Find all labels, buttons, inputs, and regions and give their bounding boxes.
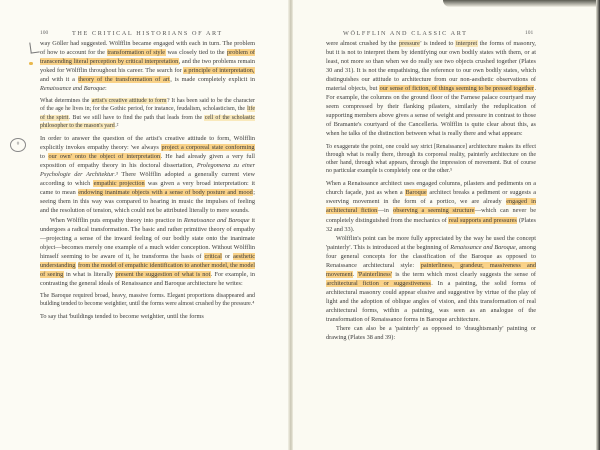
page-number: 100 (40, 30, 49, 36)
highlight: endowing inanimate objects with a sense of body posture and mood (78, 189, 253, 197)
scan-right-edge (596, 0, 600, 450)
highlight: engaged in architectural fiction (326, 198, 536, 215)
highlight: empathic projection (93, 180, 145, 188)
highlight: interpret (455, 40, 478, 47)
scan-shadow (443, 0, 600, 7)
highlight: architectural fiction or suggestiveness (326, 279, 431, 287)
highlight: 'Painterliness' (357, 270, 392, 278)
highlight: pressure (399, 40, 420, 47)
margin-highlight-mark (29, 62, 33, 65)
right-page-text (326, 39, 536, 342)
page-number: 101 (525, 30, 534, 36)
highlight: observing a seeming structure (393, 207, 475, 215)
paragraph: were almost crushed by the pressure' is indeed to interpret the forms of masonry, but it is not to interpret them by identifying our own bodily states with them, or at least, not more so than when we do really see two objects crushed together (Plates 30 and 31). It is not the empathising, the reference to our own bodily states, which distinguishes our attitude to architecture from our non-aesthetic observations of material objects, but our sense of fiction, of things seeming to be pressed together. For example, the columns on the ground floor of the Farnese palace courtyard may seem compressed by their flanking pilasters, similarly the reduplication of supporting members above gives a sense of weight and pressure in contrast to those of Bramante's courtyard of the Cancelleria. Wölfflin is quite clear about this, as when he talks of the distinction between what is really there and what appears: (326, 40, 536, 138)
paragraph: There can also be a 'painterly' as opposed to 'draughtsmanly' painting or drawing (Plates 38 and 39): (326, 325, 536, 342)
highlight: project a corporeal state conforming (161, 144, 255, 152)
margin-circled-note: # (10, 138, 26, 152)
block-quote: What determines the artist's creative attitude to form? It has been said to be the character of the age he lives in; for the Gothic period, for instance, feudalism, scholasticism, the life of the spirit. But we still have to find the path that leads from the cell of the scholastic philosopher to the mason's yard.² (40, 98, 255, 129)
highlight: our sense of fiction, of things seeming to be pressed together (379, 85, 534, 93)
right-page (293, 0, 596, 450)
paragraph: To say that 'buildings tended to become weightier, until the forms (40, 313, 204, 321)
block-quote: The Baroque required broad, heavy, massive forms. Elegant proportions disappeared and building tended to become weightier, until the forms were almost crushed by the pressure.⁴ (40, 292, 255, 308)
paragraph: Wölfflin's point can be more fully appreciated by the way he used the concept 'painterly'. This is introduced at the beginning of Renaissance and Baroque, among four general concepts for the classification of the Baroque as opposed to Renaissance architectural style: painterliness, grandeur, massiveness and movement. 'Painterliness' is the term which most clearly suggests the sense of architectural fiction or suggestiveness. In a painting, the solid forms of architectural masonry could appear elusive and suggestive by virtue of the play of light and the adoption of oblique angles of vision, and this transformation of real architectural forms, within a painting, was seen as an analogue of the transformation of Renaissance forms in Baroque architecture. (326, 234, 537, 324)
highlight: theory of the transformation of art (78, 76, 170, 84)
running-head: THE CRITICAL HISTORIANS OF ART (72, 30, 223, 37)
highlight: artist's creative attitude to form (91, 98, 167, 105)
left-page (0, 0, 290, 450)
highlight: present the suggestion of what is not (115, 270, 211, 278)
highlight: problem of transcending literal perception by critical interpretation (40, 49, 255, 66)
highlight: transformation of style (107, 49, 166, 57)
highlight: Baroque (405, 189, 427, 197)
block-quote: To exaggerate the point, one could say strict [Renaissance] architecture makes its effect through what is really there, through its corporeal reality, painterly architecture on the other hand, through what appears, through the impression of movement. But of course no particular example is completely one or the other.⁵ (326, 143, 536, 175)
highlight: cell of the scholastic philosopher to the mason's yard (40, 114, 255, 129)
highlight: our own' onto the object of interpretation (48, 153, 161, 161)
highlight: life of the spirit (40, 106, 255, 121)
highlight: aesthetic understanding (40, 252, 255, 269)
highlight: from the model of empathic identification to another model, the model of seeing (40, 261, 255, 278)
paragraph: When Wölfflin puts empathy theory into practice in Renaissance and Baroque it undergoes a radical transformation. The basic and rather primitive theory of empathy—projecting a sense of the inward feeling of our bodily state onto the inanimate object—becomes merely one example of a much wider conception. Without Wölfflin himself seeming to be aware of it, he transforms the basis of critical or aesthetic understanding from the model of empathic identification to another model, the model of seeing in what is literally present the suggestion of what is not. For example, in contrasting the general ideals of Renaissance and Baroque architecture he writes: (40, 216, 256, 287)
left-page-text (40, 39, 255, 321)
margin-bracket-mark (29, 41, 39, 53)
paragraph: way Göller had suggested. Wölfflin became engaged with each in turn. The problem of how to account for the transformation of style was closely tied to the problem of transcending literal perception by critical interpretation, and the two problems remain yoked for Wölfflin throughout his career. The search for a principle of interpretation, and with it a theory of the transformation of art, is made completely explicit in Renaissance and Baroque: (40, 40, 255, 93)
highlight: real supports and pressures (448, 216, 517, 224)
paragraph: When a Renaissance architect uses engaged columns, pilasters and pediments on a church façade, just as when a Baroque architect breaks a pediment or suggests a swerving movement in the form of a portico, we are already engaged in architectural fiction—in observing a seeming structure—which can never be completely distinguished from the mechanics of real supports and pressures (Plates 32 and 33). (326, 180, 536, 233)
highlight: a principle of interpretation, (183, 67, 255, 75)
highlight: critical (204, 252, 222, 260)
highlight: painterliness, grandeur, massiveness and movement (326, 261, 536, 278)
paragraph: In order to answer the question of the artist's creative attitude to form, Wölfflin explicitly invokes empathy theory: 'we always project a corporeal state conforming to our own' onto the object of interpretation. He had already given a very full exposition of empathy theory in his doctoral dissertation, Prolegomena zu einer Psychologie der Architektur.³ There Wölfflin adopted a generally current view according to which empathic projection was given a very broad interpretation: it came to mean endowing inanimate objects with a sense of body posture and mood; seeing them in this way was compared to hearing in music the impulses of feeling and the resolution of tension, which could not be attributed literally to mere sounds. (40, 135, 255, 215)
running-head: WÖLFFLIN AND CLASSIC ART (343, 30, 468, 37)
